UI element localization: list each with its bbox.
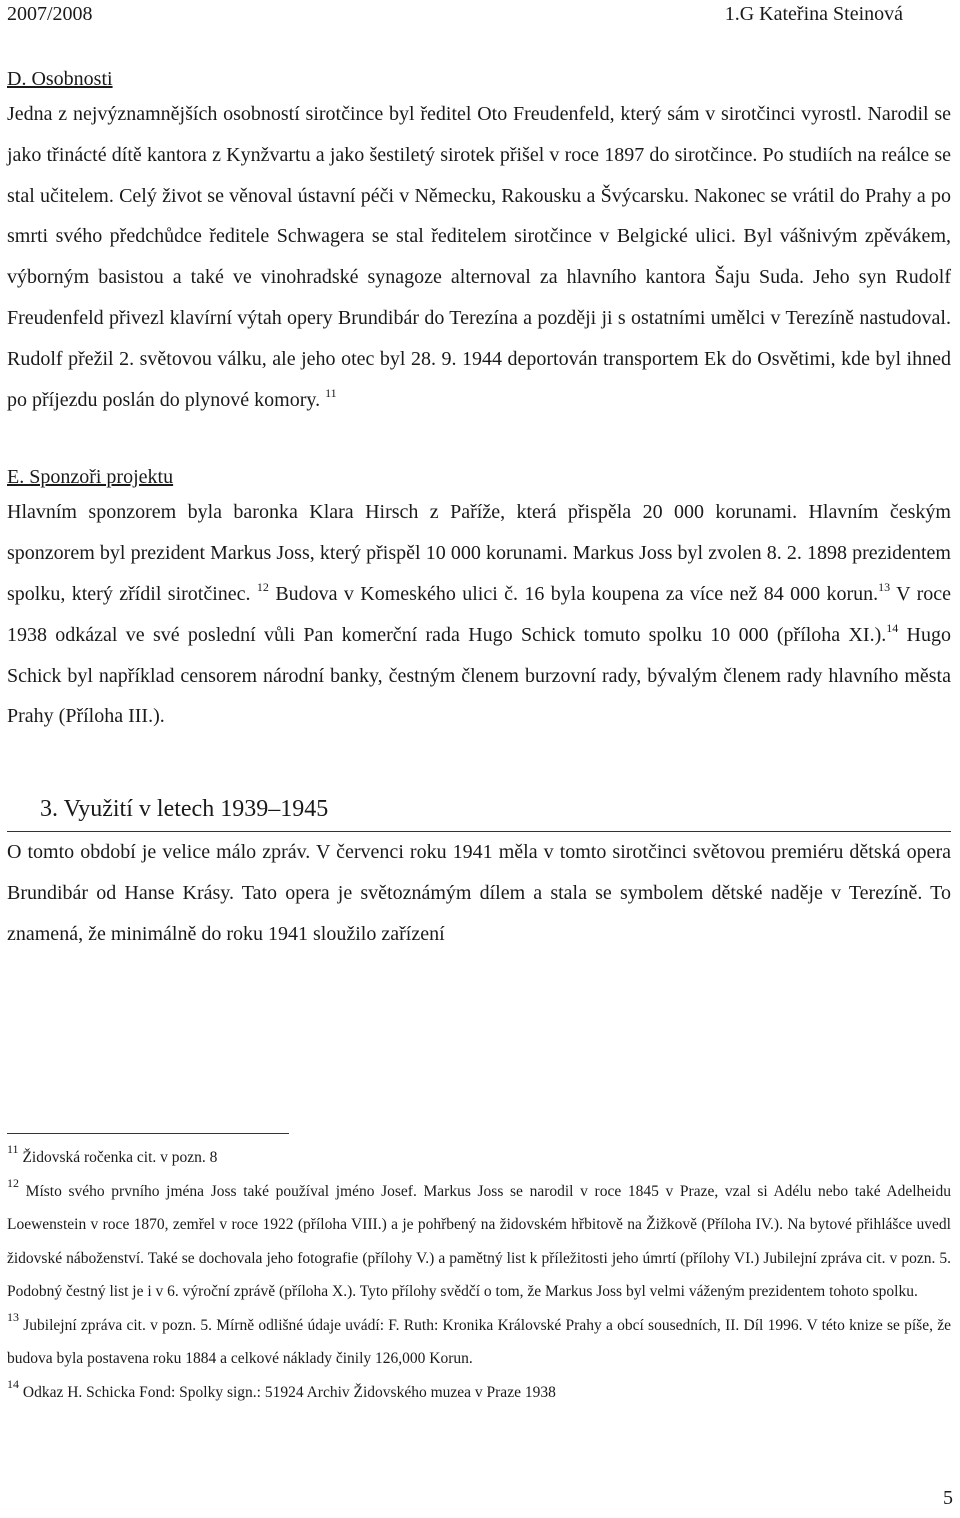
chapter-3-heading: 3. Využití v letech 1939–1945 [40, 796, 329, 823]
footnote-12 [7, 1175, 951, 1309]
footnote-ref-14[interactable]: 14 [886, 620, 899, 635]
header-author: 1.G Kateřina Steinová [724, 3, 903, 25]
footnote-separator [7, 1133, 289, 1134]
footnotes [7, 1141, 951, 1409]
footnote-text: Místo svého prvního jména Joss také používal jméno Josef. Markus Joss se narodil v roce 1845 v Praze, vzal si Adélu nebo také Adelheidu Loewenstein v roce 1870, zemřel v roce 1922 (příloha VIII.) a je pohřbený na židovském hřbitově na Žižkově (Příloha IV.). Na bytové přihlášce uvedl židovské náboženství. Také se dochovala jeho fotografie (přílohy V.) a pamětný list k příležitosti jeho úmrtí (přílohy VI.) Jubilejní zpráva cit. v pozn. 5. Podobný čestný list je i v 6. výroční zprávě (příloha X.). Tyto přílohy svědčí o tom, že Markus Joss byl velmi váženým prezidentem tohoto spolku. [7, 1182, 951, 1300]
footnote-14 [7, 1376, 951, 1410]
section-e-text-1: Hlavním sponzorem byla baronka Klara Hirsch z Paříže, která přispěla 20 000 korunami. Hlavním českým sponzorem byl prezident Markus Joss, který přispěl 10 000 korunami. Markus Joss byl zvolen 8. 2. 1898 prezidentem spolku, který zřídil sirotčinec. [7, 501, 951, 605]
footnote-number: 11 [7, 1142, 19, 1156]
main-content [7, 64, 951, 955]
section-e-text-2: Budova v Komeského ulici č. 16 byla koupena za více než 84 000 korun. [275, 582, 879, 605]
footnote-ref-12[interactable]: 12 [256, 579, 269, 594]
footnote-text: Jubilejní zpráva cit. v pozn. 5. Mírně odlišné údaje uvádí: F. Ruth: Kronika Královské Prahy a obcí sousedních, II. Díl 1996. V této knize se píše, že budova byla postavena roku 1884 a celkové náklady činily 126,000 Korun. [7, 1316, 951, 1367]
footnote-number: 12 [7, 1175, 19, 1190]
section-e-heading: E. Sponzoři projektu [7, 466, 174, 489]
page-header [7, 2, 903, 28]
footnote-text: Židovská ročenka cit. v pozn. 8 [22, 1149, 218, 1166]
section-e-paragraph [7, 492, 951, 737]
footnote-number: 14 [7, 1376, 19, 1391]
section-e-text-4: Hugo Schick byl například censorem národní banky, čestným členem burzovní rady, bývalým členem rady hlavního města Prahy (Příloha III.). [7, 623, 951, 728]
section-d-text: Jedna z nejvýznamnějších osobností sirotčince byl ředitel Oto Freudenfeld, který sám v sirotčinci vyrostl. Narodil se jako třinácté dítě kantora z Kynžvartu a jako šestiletý sirotek přišel v roce 1897 do sirotčince. Po studiích na reálce se stal učitelem. Celý život se věnoval ústavní péči v Německu, Rakousku a Švýcarsku. Nakonec se vrátil do Prahy a po smrti svého předchůdce ředitele Schwagera se stal ředitelem sirotčince v Belgické ulici. Byl vášnivým zpěvákem, výborným basistou a také ve vinohradské synagoze alternoval za hlavního kantora Šaju Suda. Jeho syn Rudolf Freudenfeld přivezl klavírní výtah opery Brundibár do Terezína a později ji s ostatními umělci v Terezíně nastudoval. Rudolf přežil 2. světovou válku, ale jeho otec byl 28. 9. 1944 deportován transportem Ek do Osvětimi, kde byl ihned po příjezdu poslán do plynové komory. [7, 103, 951, 411]
footnote-13 [7, 1309, 951, 1376]
footnote-11 [7, 1141, 951, 1175]
section-d-heading: D. Osobnosti [7, 68, 113, 90]
header-year: 2007/2008 [7, 3, 93, 25]
footnote-ref-11[interactable]: 11 [325, 385, 337, 400]
footnote-number: 13 [7, 1309, 19, 1324]
footnote-text: Odkaz H. Schicka Fond: Spolky sign.: 51924 Archiv Židovského muzea v Praze 1938 [22, 1383, 556, 1401]
section-e-text-3: V roce 1938 odkázal ve své poslední vůli Pan komerční rada Hugo Schick tomuto spolku 10 000 (příloha XI.). [7, 582, 952, 646]
chapter-3-paragraph: O tomto období je velice málo zpráv. V červenci roku 1941 měla v tomto sirotčinci světovou premiéru dětská opera Brundibár od Hanse Krásy. Tato opera je světoznámým dílem a stala se symbolem dětské naděje v Terezíně. To znamená, že minimálně do roku 1941 sloužilo zařízení [7, 841, 951, 945]
section-d-paragraph [7, 94, 951, 420]
page-number: 5 [943, 1487, 953, 1509]
footnote-ref-13[interactable]: 13 [878, 579, 891, 594]
